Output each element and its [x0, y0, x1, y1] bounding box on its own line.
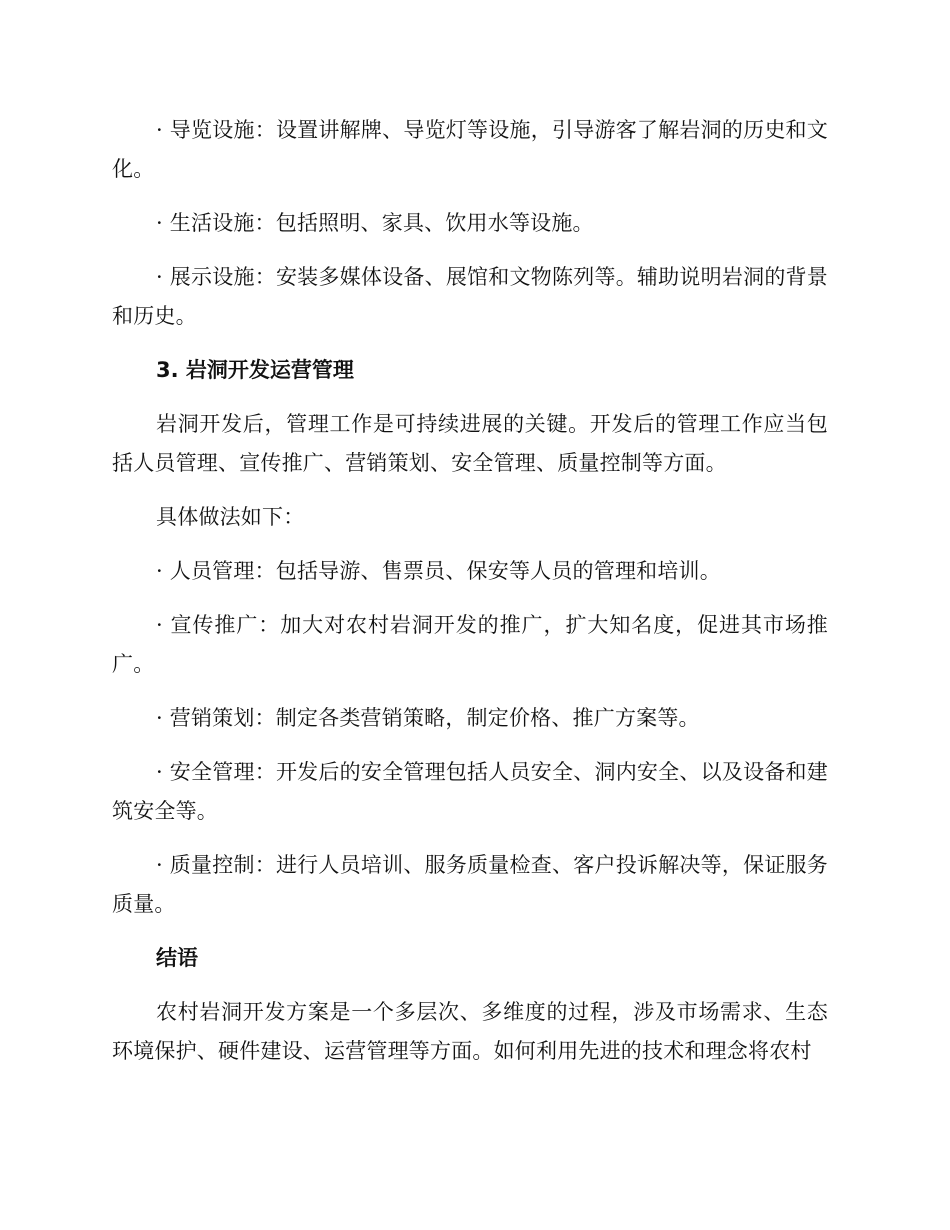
document-body — [112, 111, 828, 1071]
section-heading-conclusion: 结语 — [156, 946, 198, 970]
bullet-display-facilities: · 展示设施：安装多媒体设备、展馆和文物陈列等。辅助说明岩洞的背景和历史。 — [112, 265, 828, 328]
bullet-guide-facilities: · 导览设施：设置讲解牌、导览灯等设施，引导游客了解岩洞的历史和文化。 — [112, 118, 828, 181]
bullet-living-facilities: · 生活设施：包括照明、家具、饮用水等设施。 — [156, 211, 594, 235]
bullet-quality-control: · 质量控制：进行人员培训、服务质量检查、客户投诉解决等，保证服务质量。 — [112, 853, 828, 916]
bullet-marketing-planning: · 营销策划：制定各类营销策略，制定价格、推广方案等。 — [156, 706, 700, 730]
conclusion-paragraph: 农村岩洞开发方案是一个多层次、多维度的过程，涉及市场需求、生态环境保护、硬件建设、运营管理等方面。如何利用先进的技术和理念将农村 — [112, 1000, 828, 1063]
section-heading-operations: 3. 岩洞开发运营管理 — [156, 358, 354, 382]
bullet-publicity-promotion: · 宣传推广：加大对农村岩洞开发的推广，扩大知名度，促进其市场推广。 — [112, 613, 828, 676]
operations-intro-paragraph: 岩洞开发后，管理工作是可持续进展的关键。开发后的管理工作应当包括人员管理、宣传推广、营销策划、安全管理、质量控制等方面。 — [112, 412, 828, 475]
bullet-personnel-management: · 人员管理：包括导游、售票员、保安等人员的管理和培训。 — [156, 559, 721, 583]
bullet-safety-management: · 安全管理：开发后的安全管理包括人员安全、洞内安全、以及设备和建筑安全等。 — [112, 760, 828, 823]
method-intro-line: 具体做法如下： — [156, 505, 305, 529]
